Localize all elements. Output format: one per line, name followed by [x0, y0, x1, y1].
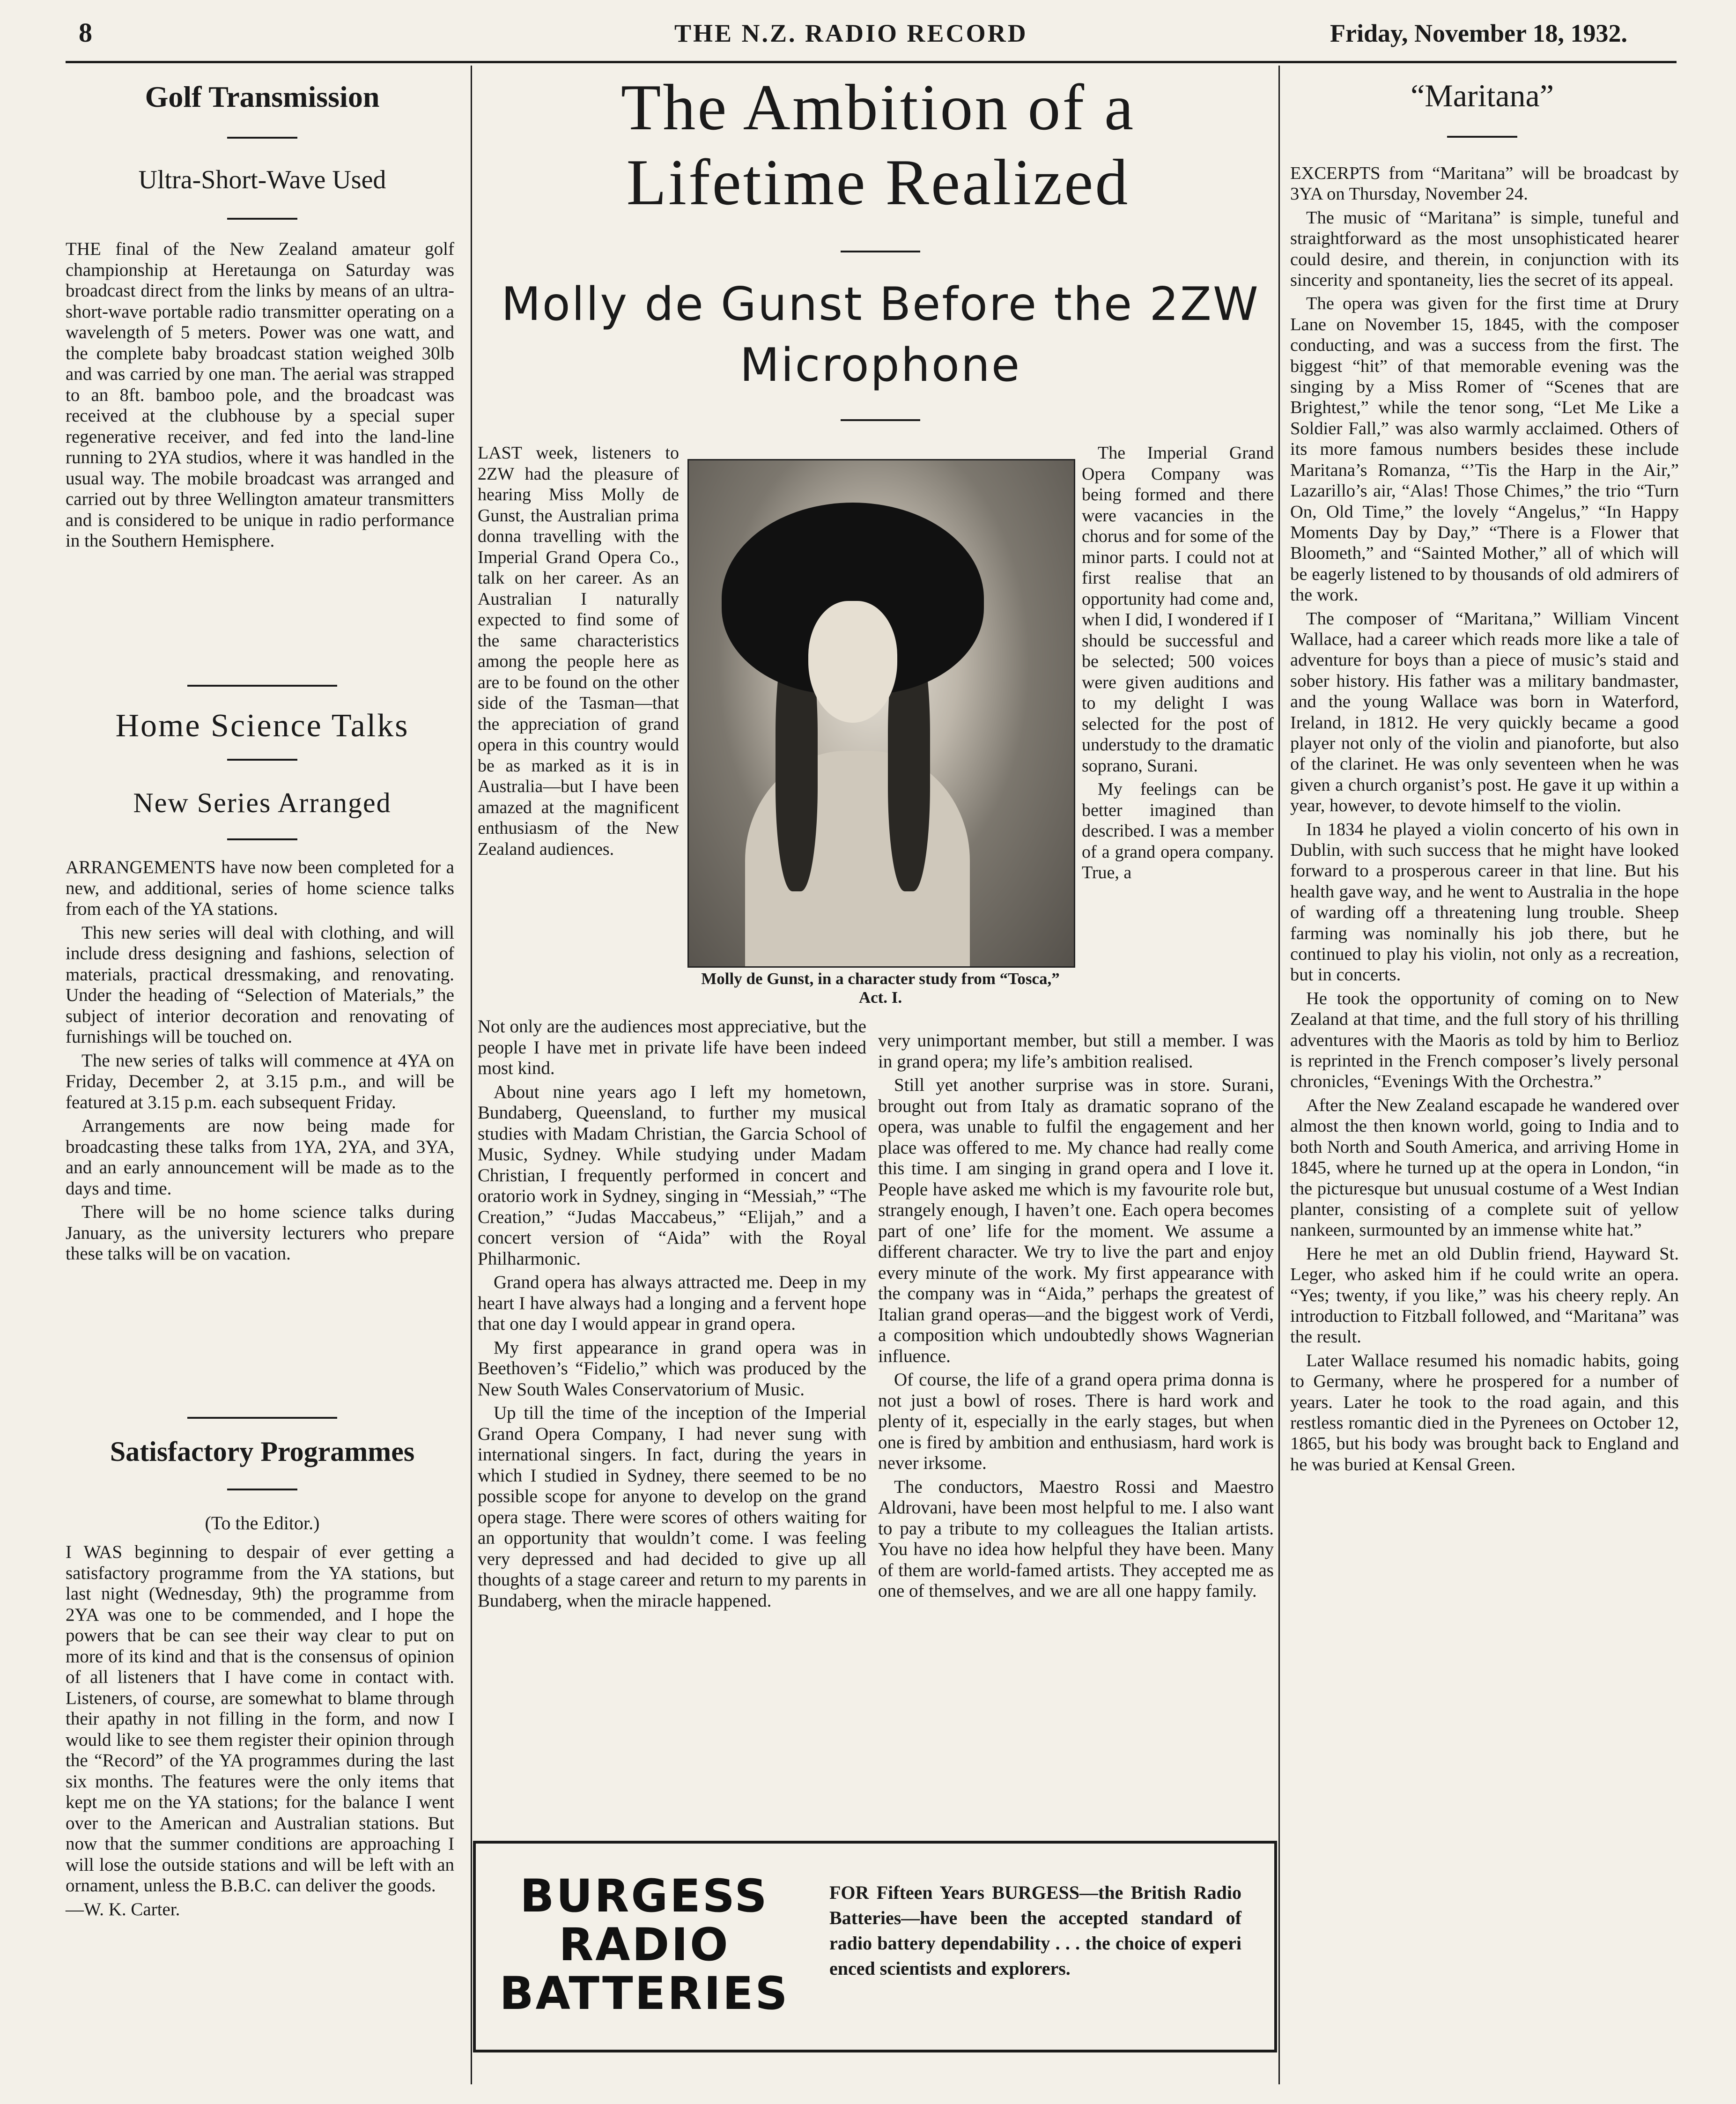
- issue-date: Friday, November 18, 1932.: [1330, 19, 1627, 47]
- home-science-para: There will be no home science talks during January, as the university lecturers who prepare these talks will be on vacation.: [66, 1202, 454, 1264]
- main-para: Not only are the audiences most appreciative, but the people I have met in private life have been indeed most kind.: [478, 1016, 866, 1078]
- main-intro: LAST week, listeners to 2ZW had the pleasure of hearing Miss Molly de Gunst, the Australian prima donna travelling with the Imperial Grand Opera Co., talk on her career. As an Australian I naturally expected to find some of the same characteristics among the people here as are to be found on the other side of the Tasman—that the appreciation of grand opera in this country would be as marked as it is in Australia—but I have been amazed at the magnificent enthusiasm of the New Zealand audiences.: [478, 443, 679, 859]
- column-divider-1: [471, 66, 472, 2084]
- main-wrap-para: My feelings can be better imagined than described. I was a member of a grand opera company. True, a: [1082, 779, 1274, 882]
- main-column-right: [878, 1030, 1274, 1605]
- programmes-title: Satisfactory Programmes: [110, 1436, 415, 1467]
- publication-title: THE N.Z. RADIO RECORD: [674, 19, 1028, 47]
- programmes-editor-note: (To the Editor.): [205, 1512, 320, 1534]
- home-science-para: Arrangements are now being made for broadcasting these talks from 1YA, 2YA, and 3YA, and an early announcement will be made as to the days and time.: [66, 1116, 454, 1199]
- main-para: About nine years ago I left my hometown, Bundaberg, Queensland, to further my musical studies with Madam Christian, the Garcia School of Music, Sydney. While studying under Madam Christian, I frequently performed in concert and oratorio work in Sydney, singing in “Messiah,” “The Creation,” “Judas Maccabeus,” “Elijah,” and a concert version of “Aida” with the Royal Philharmonic.: [478, 1082, 866, 1269]
- golf-body: THE final of the New Zealand amateur golf championship at Heretaunga on Saturday was broadcast direct from the links by means of an ultra-short-wave portable radio transmitter operating on a wavelength of 5 meters. Power was one watt, and the complete baby broadcast station weighed 30lb and was carried by one man. The aerial was strapped to an 8ft. bamboo pole, and the broadcast was received at the clubhouse by a special super regenerative receiver, and fed into the land-line running to 2YA studios, where it was handled in the usual way. The mobile broadcast was arranged and carried out by three Wellington amateur transmitters and is considered to be unique in radio performance in the Southern Hemisphere.: [66, 239, 454, 551]
- programmes-signature: —W. K. Carter.: [66, 1899, 180, 1919]
- burgess-logo-line: BATTERIES: [499, 1967, 790, 2020]
- home-science-article: [66, 857, 454, 1267]
- burgess-logo: [490, 1872, 799, 2018]
- main-wrap-right: [1082, 443, 1274, 886]
- maritana-para: Here he met an old Dublin friend, Hayward St. Leger, who asked him if he could write an opera. “Yes; twenty, if you like,” was his cheery reply. An introduction to Fitzball followed, and “Maritana” was the result.: [1290, 1244, 1679, 1347]
- golf-title-rule: [227, 137, 297, 139]
- home-science-para: The new series of talks will commence at 4YA on Friday, December 2, at 3.15 p.m., and will be featured at 3.15 p.m. each subsequent Friday.: [66, 1050, 454, 1112]
- maritana-para: Later Wallace resumed his nomadic habits, going to Germany, where he prospered for a number of years. Later he took to the road again, and this restless romantic died in the Pyrenees on October 12, 1865, but his body was brought back to England and he was buried at Kensal Green.: [1290, 1350, 1679, 1474]
- main-wrap-left: [478, 443, 679, 862]
- programmes-body: I WAS beginning to despair of ever getting a satisfactory programme from the YA stations, but last night (Wednesday, 9th) the programme from 2YA was one to be commended, and I hope the powers that be can see their way clear to put on more of its kind and that is the consensus of opinion of all listeners that I have come in contact with. Listeners, of course, are somewhat to blame through their apathy in not filling in the form, and now I would like to see them register their opinion through the “Record” of the YA programmes during the last six months. The features were the only items that kept me on the YA stations; for the balance I went over to the American and Australian stations. But now that the summer conditions are approaching I will lose the outside stations and will be left with an ornament, unless the B.B.C. can deliver the goods.: [66, 1542, 454, 1896]
- maritana-para: The composer of “Maritana,” William Vincent Wallace, had a career which reads more like a tale of adventure for boys than a piece of music’s staid and sober history. His father was a military bandmaster, and the young Wallace was born in Waterford, Ireland, in 1812. He very quickly became a good player not only of the violin and pianoforte, but also of the clarinet. He was only seventeen when he was given a church organist’s post. He gave it up within a year, however, to devote himself to the violin.: [1290, 608, 1679, 816]
- burgess-advertisement: [473, 1841, 1277, 2052]
- home-science-para: This new series will deal with clothing, and will include dress designing and fashions, selection of materials, practical dressmaking, and renovating. Under the heading of “Selection of Materials,” the subject of interior decoration and renovating of furnishings will be touched on.: [66, 922, 454, 1047]
- home-science-title: Home Science Talks: [115, 708, 409, 744]
- main-para: My first appearance in grand opera was in Beethoven’s “Fidelio,” which was produced by the New South Wales Conservatorium of Music.: [478, 1337, 866, 1400]
- home-science-subtitle-rule: [227, 838, 297, 840]
- main-para: Grand opera has always attracted me. Deep in my heart I have always had a longing and a fervent hope that one day I would appear in grand opera.: [478, 1272, 866, 1334]
- maritana-para: The music of “Maritana” is simple, tuneful and straightforward as the most unsophisticated hearer could desire, and therein, in conjunction with its sincerity and spontaneity, lies the secret of its appeal.: [1290, 207, 1679, 290]
- burgess-logo-line: BURGESS: [520, 1870, 769, 1922]
- maritana-article: [1290, 163, 1679, 1478]
- maritana-title: “Maritana”: [1411, 78, 1554, 113]
- page-number: 8: [79, 17, 92, 48]
- photo-caption: Molly de Gunst, in a character study from “Tosca,” Act. I.: [701, 970, 1060, 1007]
- maritana-para: He took the opportunity of coming on to New Zealand at that time, and the full story of his thrilling adventures with the Maoris as told by him to Berlioz is reprinted in the French composer’s lively personal chronicles, “Evenings With the Orchestra.”: [1290, 988, 1679, 1092]
- headline-rule: [841, 251, 920, 252]
- programmes-title-rule: [227, 1489, 297, 1490]
- main-para: very unimportant member, but still a member. I was in grand opera; my life’s ambition realised.: [878, 1030, 1274, 1072]
- home-science-subtitle: New Series Arranged: [133, 787, 392, 818]
- home-science-para: ARRANGEMENTS have now been completed for a new, and additional, series of home science talks from each of the YA stations.: [66, 857, 454, 919]
- main-para: Still yet another surprise was in store. Surani, brought out from Italy as dramatic soprano of the opera, was unable to fulfil the engagement and her place was offered to me. My chance had really come this time. I am singing in grand opera and I love it. People have asked me which is my favourite role but, strangely enough, I haven’t one. Each opera becomes part of one’ life for the moment. We assume a different character. We try to live the part and enjoy every minute of the work. My first appearance with the company was in “Aida,” perhaps the greatest of Italian grand operas—and the biggest work of Verdi, a composition which undoubtedly shows Wagnerian influence.: [878, 1075, 1274, 1366]
- main-subheadline: Molly de Gunst Before the 2ZW Microphone: [501, 278, 1260, 392]
- golf-title: Golf Transmission: [145, 80, 380, 113]
- golf-article: [66, 239, 454, 555]
- subheadline-rule: [841, 419, 920, 421]
- maritana-para: EXCERPTS from “Maritana” will be broadcast by 3YA on Thursday, November 24.: [1290, 163, 1679, 204]
- main-para: Of course, the life of a grand opera prima donna is not just a bowl of roses. There is hard work and plenty of it, especially in the early stages, but when one is fired by ambition and enthusiasm, hard work is never irksome.: [878, 1370, 1274, 1473]
- molly-de-gunst-photo: [687, 459, 1075, 968]
- maritana-title-rule: [1447, 136, 1517, 138]
- ad-text: FOR Fifteen Years BURGESS—the British Radio Batteries—have been the accepted standard of radio battery dependability . . . the choice of experi enced scientists and explorers.: [829, 1882, 1241, 1979]
- main-headline: The Ambition of a Lifetime Realized: [621, 71, 1136, 219]
- maritana-para: After the New Zealand escapade he wandered over almost the then known world, going to India and to both North and South America, and arriving Home in 1845, where he turned up at the opera in London, “in the picturesque but unusual costume of a West Indian planter, consisting of a complete suit of yellow nankeen, surmounted by an immense white hat.”: [1290, 1095, 1679, 1240]
- main-wrap-para: The Imperial Grand Opera Company was being formed and there were vacancies in the chorus and for some of the minor parts. I could not at first realise that an opportunity had come and, when I did, I wondered if I should be successful and be selected; 500 voices were given auditions and to my delight I was selected for the post of understudy to the dramatic soprano, Surani.: [1082, 443, 1274, 776]
- main-para: The conductors, Maestro Rossi and Maestro Aldrovani, have been most helpful to me. I also want to pay a tribute to my colleagues the Italian artists. You have no idea how helpful they have been. Many of them are world-famed artists. They accepted me as one of themselves, and we are all one happy family.: [878, 1476, 1274, 1601]
- main-column-left: [478, 1016, 866, 1614]
- golf-subtitle: Ultra-Short-Wave Used: [138, 165, 386, 194]
- section-rule-1: [187, 685, 337, 687]
- home-science-title-rule: [227, 759, 297, 761]
- main-para: Up till the time of the inception of the Imperial Grand Opera Company, I had never sung with international singers. In fact, during the years in which I studied in Sydney, there seemed to be no possible scope for anyone to develop on the grand opera stage. There were scores of others waiting for an opportunity that wouldn’t come. I was feeling very depressed and had decided to give up all thoughts of a stage career and return to my parents in Bundaberg, when the miracle happened.: [478, 1403, 866, 1611]
- masthead-rule: [66, 61, 1677, 63]
- column-divider-2: [1278, 66, 1280, 2084]
- maritana-para: In 1834 he played a violin concerto of his own in Dublin, with such success that he might have looked forward to a prosperous career in that line. But his health gave way, and he went to Australia in the hope of warding off a threatening lung trouble. Sheep farming was nominally his job there, but he continued to play his violin, not only as a recreation, but in concerts.: [1290, 819, 1679, 985]
- golf-subtitle-rule: [227, 218, 297, 220]
- maritana-para: The opera was given for the first time at Drury Lane on November 15, 1845, with the composer conducting, and was a success from the first. The biggest “hit” of that memorable evening was the singing by a Miss Romer of “Scenes that are Brightest,” while the tenor song, “Let Me Like a Soldier Fall,” was also warmly acclaimed. Others of its more famous numbers besides these include Maritana’s Romanza, “’Tis the Harp in the Air,” Lazarillo’s air, “Alas! Those Chimes,” the trio “Turn On, Old Time,” the lovely “Angelus,” “In Happy Moments Day by Day,” “There is a Flower that Bloometh,” and “Sainted Mother,” all of which will be eagerly listened to by thousands of old admirers of the work.: [1290, 294, 1679, 605]
- programmes-article: [66, 1542, 454, 1923]
- burgess-logo-line: RADIO: [559, 1919, 730, 1971]
- section-rule-2: [187, 1417, 337, 1419]
- photo-face-shape: [808, 601, 897, 723]
